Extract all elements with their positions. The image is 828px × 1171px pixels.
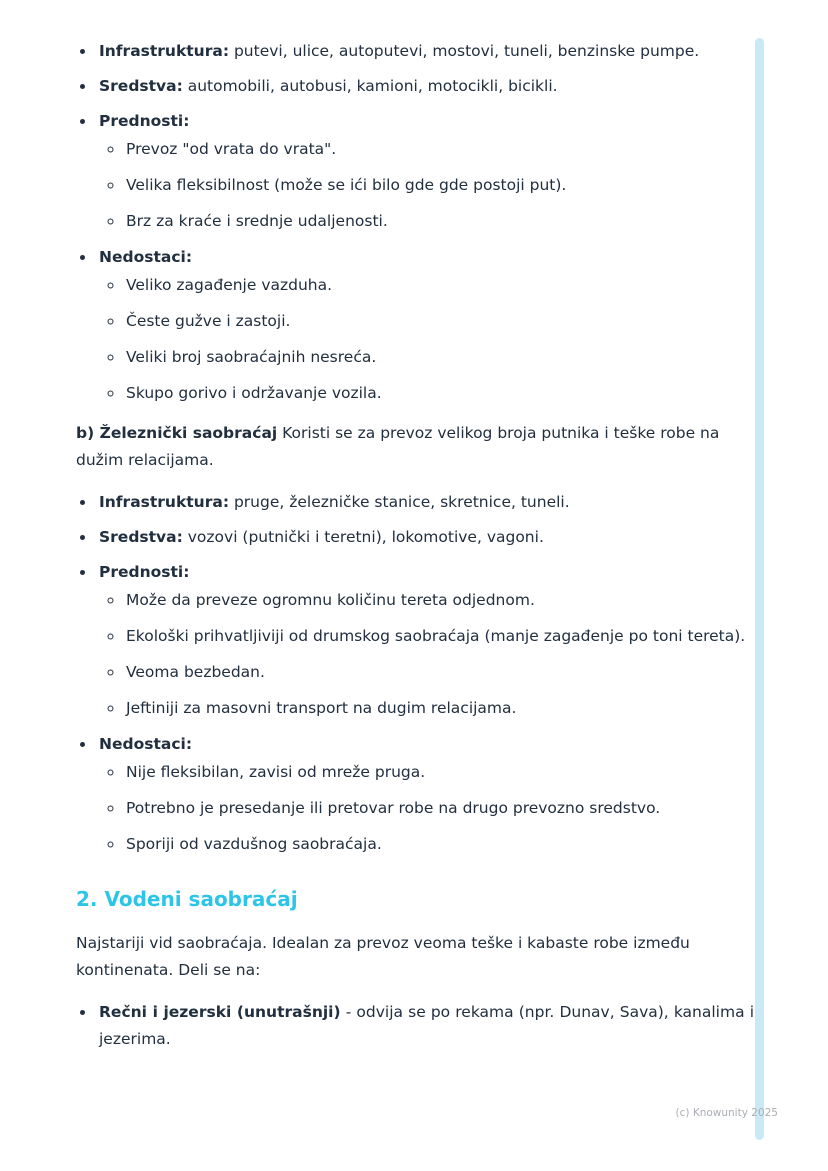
sub-list-item: ◦ Brz za kraće i srednje udaljenosti.	[124, 208, 754, 235]
sub-list-item: ◦ Sporiji od vazdušnog saobraćaja.	[124, 831, 754, 858]
sub-list-item: ◦ Jeftiniji za masovni transport na dugim relacijama.	[124, 695, 754, 722]
bold-label: Infrastruktura:	[99, 42, 230, 60]
section-heading-bold: b) Železnički saobraćaj	[76, 424, 278, 442]
water-intro-paragraph: Najstariji vid saobraćaja. Idealan za prevoz veoma teške i kabaste robe između kontinenata. Deli se na:	[76, 934, 690, 979]
item-text: putevi, ulice, autoputevi, mostovi, tuneli, benzinske pumpe.	[229, 42, 700, 60]
list-item-nedostaci	[96, 244, 754, 407]
sub-list-item: ◦ Prevoz "od vrata do vrata".	[124, 136, 754, 163]
sub-list-item: ◦ Velika fleksibilnost (može se ići bilo gde gde postoji put).	[124, 172, 754, 199]
list-item-sredstva	[96, 73, 754, 100]
item-text: pruge, železničke stanice, skretnice, tuneli.	[229, 493, 570, 511]
sub-list-item: ◦ Veliko zagađenje vazduha.	[124, 272, 754, 299]
list-item-infrastruktura	[96, 38, 754, 65]
list-item-infrastruktura	[96, 489, 754, 516]
rail-bullet-list	[76, 489, 754, 858]
sub-list-item: ◦ Može da preveze ogromnu količinu tereta odjednom.	[124, 587, 754, 614]
sub-list-item: ◦ Skupo gorivo i održavanje vozila.	[124, 380, 754, 407]
bold-label: Sredstva:	[99, 77, 183, 95]
sub-list-item: ◦ Veoma bezbedan.	[124, 659, 754, 686]
sub-list-item: ◦ Ekološki prihvatljiviji od drumskog saobraćaja (manje zagađenje po toni tereta).	[124, 623, 754, 650]
road-bullet-list	[76, 38, 754, 407]
sub-list-item: ◦ Potrebno je presedanje ili pretovar robe na drugo prevozno sredstvo.	[124, 795, 754, 822]
bold-label: Sredstva:	[99, 528, 183, 546]
sub-list-nedostaci	[99, 272, 754, 407]
list-item-nedostaci	[96, 731, 754, 858]
item-text: automobili, autobusi, kamioni, motocikli, bicikli.	[182, 77, 558, 95]
page-edge-highlight-bar	[755, 38, 764, 1140]
item-text: vozovi (putnički i teretni), lokomotive, vagoni.	[182, 528, 544, 546]
water-bullet-list	[76, 999, 754, 1053]
bold-label: Rečni i jezerski (unutrašnji)	[99, 1003, 341, 1021]
list-item-sredstva	[96, 524, 754, 551]
list-item-prednosti	[96, 559, 754, 722]
section-heading-text: Koristi se za prevoz velikog broja putnika i teške robe na dužim relacijama.	[76, 424, 720, 469]
sub-list-prednosti	[99, 136, 754, 235]
bold-label: Prednosti:	[99, 112, 190, 130]
sub-list-item: ◦ Česte gužve i zastoji.	[124, 308, 754, 335]
bold-label: Nedostaci:	[99, 735, 193, 753]
sub-list-prednosti	[99, 587, 754, 722]
bold-label: Nedostaci:	[99, 248, 193, 266]
bold-label: Prednosti:	[99, 563, 190, 581]
sub-list-nedostaci	[99, 759, 754, 858]
rail-section-heading-paragraph	[76, 420, 754, 474]
list-item-recni-jezerski	[96, 999, 754, 1053]
list-item-prednosti	[96, 108, 754, 235]
sub-list-item: ◦ Veliki broj saobraćajnih nesreća.	[124, 344, 754, 371]
water-section-heading: 2. Vodeni saobraćaj	[76, 887, 298, 911]
item-text: - odvija se po rekama (npr. Dunav, Sava), kanalima i jezerima.	[99, 1003, 755, 1048]
bold-label: Infrastruktura:	[99, 493, 230, 511]
copyright-watermark: (c) Knowunity 2025	[675, 1107, 778, 1119]
sub-list-item: ◦ Nije fleksibilan, zavisi od mreže pruga.	[124, 759, 754, 786]
